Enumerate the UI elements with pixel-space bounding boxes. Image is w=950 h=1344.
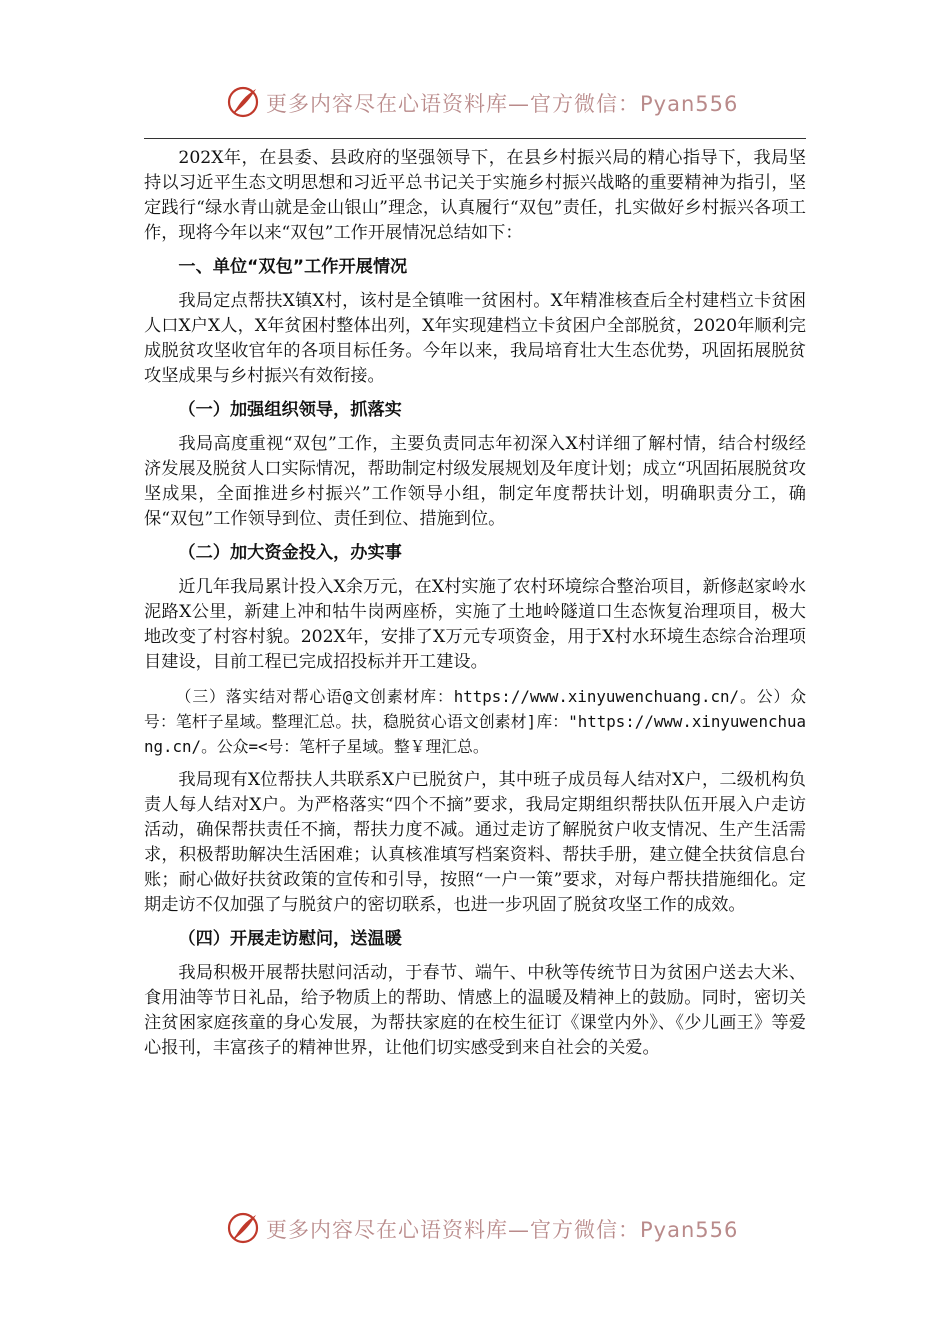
paragraph-leadership: 我局高度重视“双包”工作，主要负责同志年初深入X村详细了解村情，结合村级经济发展及脱贫人口实际情况，帮助制定村级发展规划及年度计划；成立“巩固拓展脱贫攻坚成果，全面推进乡村振兴”工作领导小组，制定年度帮扶计划，明确职责分工，确保“双包”工作领导到位、责任到位、措施到位。	[144, 434, 806, 529]
heading-subsection-2: （二）加大资金投入，办实事	[178, 543, 402, 563]
heading-subsection-4: （四）开展走访慰问，送温暖	[178, 929, 402, 949]
header-banner	[0, 82, 950, 122]
paragraph-subsection-3-garbled: （三）落实结对帮心语@文创素材库：https://www.xinyuwenchuang.cn/。公）众号：笔杆子星域。整理汇总。扶，稳脱贫心语文创素材]库："https://www.xinyuwenchuang.cn/。公众=<号：笔杆子星域。整￥理汇总。	[144, 687, 806, 756]
header-rule	[144, 138, 806, 139]
heading-subsection-1: （一）加强组织领导，抓落实	[178, 400, 402, 420]
heading-section-1: 一、单位“双包”工作开展情况	[178, 257, 408, 277]
document-body	[144, 146, 806, 1070]
footer-banner	[0, 1208, 950, 1248]
banner-text: 更多内容尽在心语资料库—官方微信：Pyan556	[266, 92, 739, 116]
paragraph-funding: 近几年我局累计投入X余万元，在X村实施了农村环境综合整治项目，新修赵家岭水泥路X公里，新建上冲和牯牛岗两座桥，实施了土地岭隧道口生态恢复治理项目，极大地改变了村容村貌。202X年，安排了X万元专项资金，用于X村水环境生态综合治理项目建设，目前工程已完成招投标并开工建设。	[144, 577, 806, 672]
paragraph-pairing: 我局现有X位帮扶人共联系X户已脱贫户，其中班子成员每人结对X户，二级机构负责人每人结对X户。为严格落实“四个不摘”要求，我局定期组织帮扶队伍开展入户走访活动，确保帮扶责任不摘，帮扶力度不减。通过走访了解脱贫户收支情况、生产生活需求，积极帮助解决生活困难；认真核准填写档案资料、帮扶手册，建立健全扶贫信息台账；耐心做好扶贫政策的宣传和引导，按照“一户一策”要求，对每户帮扶措施细化。定期走访不仅加强了与脱贫户的密切联系，也进一步巩固了脱贫攻坚工作的成效。	[144, 770, 806, 915]
banner-text: 更多内容尽在心语资料库—官方微信：Pyan556	[266, 1218, 739, 1242]
paragraph-intro: 202X年，在县委、县政府的坚强领导下，在县乡村振兴局的精心指导下，我局坚持以习近平生态文明思想和习近平总书记关于实施乡村振兴战略的重要精神为指引，坚定践行“绿水青山就是金山银山”理念，认真履行“双包”责任，扎实做好乡村振兴各项工作，现将今年以来“双包”工作开展情况总结如下：	[144, 148, 806, 243]
quill-logo-icon	[226, 84, 262, 120]
paragraph-visits: 我局积极开展帮扶慰问活动，于春节、端午、中秋等传统节日为贫困户送去大米、食用油等节日礼品，给予物质上的帮助、情感上的温暖及精神上的鼓励。同时，密切关注贫困家庭孩童的身心发展，为帮扶家庭的在校生征订《课堂内外》、《少儿画王》等爱心报刊，丰富孩子的精神世界，让他们切实感受到来自社会的关爱。	[144, 963, 806, 1058]
quill-logo-icon	[226, 1210, 262, 1246]
paragraph-overview: 我局定点帮扶X镇X村，该村是全镇唯一贫困村。X年精准核查后全村建档立卡贫困人口X户X人，X年贫困村整体出列，X年实现建档立卡贫困户全部脱贫，2020年顺利完成脱贫攻坚收官年的各项目标任务。今年以来，我局培育壮大生态优势，巩固拓展脱贫攻坚成果与乡村振兴有效衔接。	[144, 291, 806, 386]
